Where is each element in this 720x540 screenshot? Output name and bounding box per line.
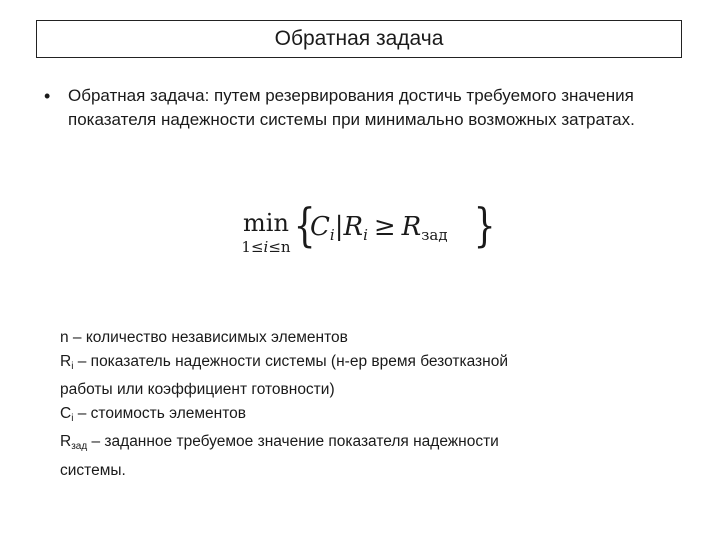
note-rzad-symbol: R [60, 433, 72, 450]
note-rzad-text: – заданное требуемое значение показателя надежности [87, 433, 499, 450]
cost-index: i [329, 226, 335, 244]
note-ri-text: – показатель надежности системы (н-ер время безотказной [73, 352, 509, 370]
note-ci-index: i [71, 412, 74, 424]
separator: | [334, 212, 344, 242]
min-subscript [230, 238, 302, 256]
bullet-text: Обратная задача: путем резервирования достичь требуемого значения показателя надежности системы при минимально возможных затратах. [68, 86, 635, 129]
formula-expression [310, 212, 448, 250]
open-brace: { [293, 198, 316, 252]
note-ci-symbol: C [60, 404, 72, 422]
min-word: min [243, 209, 289, 237]
min-subscript-left: 1≤ [241, 238, 264, 256]
note-rzad-index: зад [71, 441, 88, 452]
min-subscript-var: i [263, 238, 269, 256]
bullet-item [40, 84, 680, 132]
notation-notes [60, 326, 620, 482]
note-n: n – количество независимых элементов [60, 329, 348, 346]
bullet-icon: • [44, 86, 51, 106]
cost-var: C [310, 212, 330, 242]
note-ci [60, 402, 620, 431]
reliability-index: i [363, 226, 368, 244]
note-rzad [60, 430, 620, 459]
relation-operator: ≥ [373, 212, 396, 242]
slide-title: Обратная задача [274, 27, 444, 50]
reliability-var: R [343, 212, 364, 242]
min-subscript-right: ≤n [268, 238, 291, 256]
note-rzad-continuation: системы. [60, 461, 126, 479]
optimization-formula [228, 200, 498, 272]
slide-title-box [36, 20, 682, 58]
note-ri-symbol: R [60, 352, 72, 370]
note-ri-index: i [71, 360, 74, 372]
target-var: R [401, 212, 422, 242]
min-operator [230, 210, 302, 256]
close-brace: } [473, 198, 496, 252]
target-index: зад [421, 226, 448, 244]
note-ri [60, 350, 620, 379]
note-ci-text: – стоимость элементов [73, 404, 246, 422]
note-ri-continuation: работы или коэффициент готовности) [60, 381, 335, 398]
